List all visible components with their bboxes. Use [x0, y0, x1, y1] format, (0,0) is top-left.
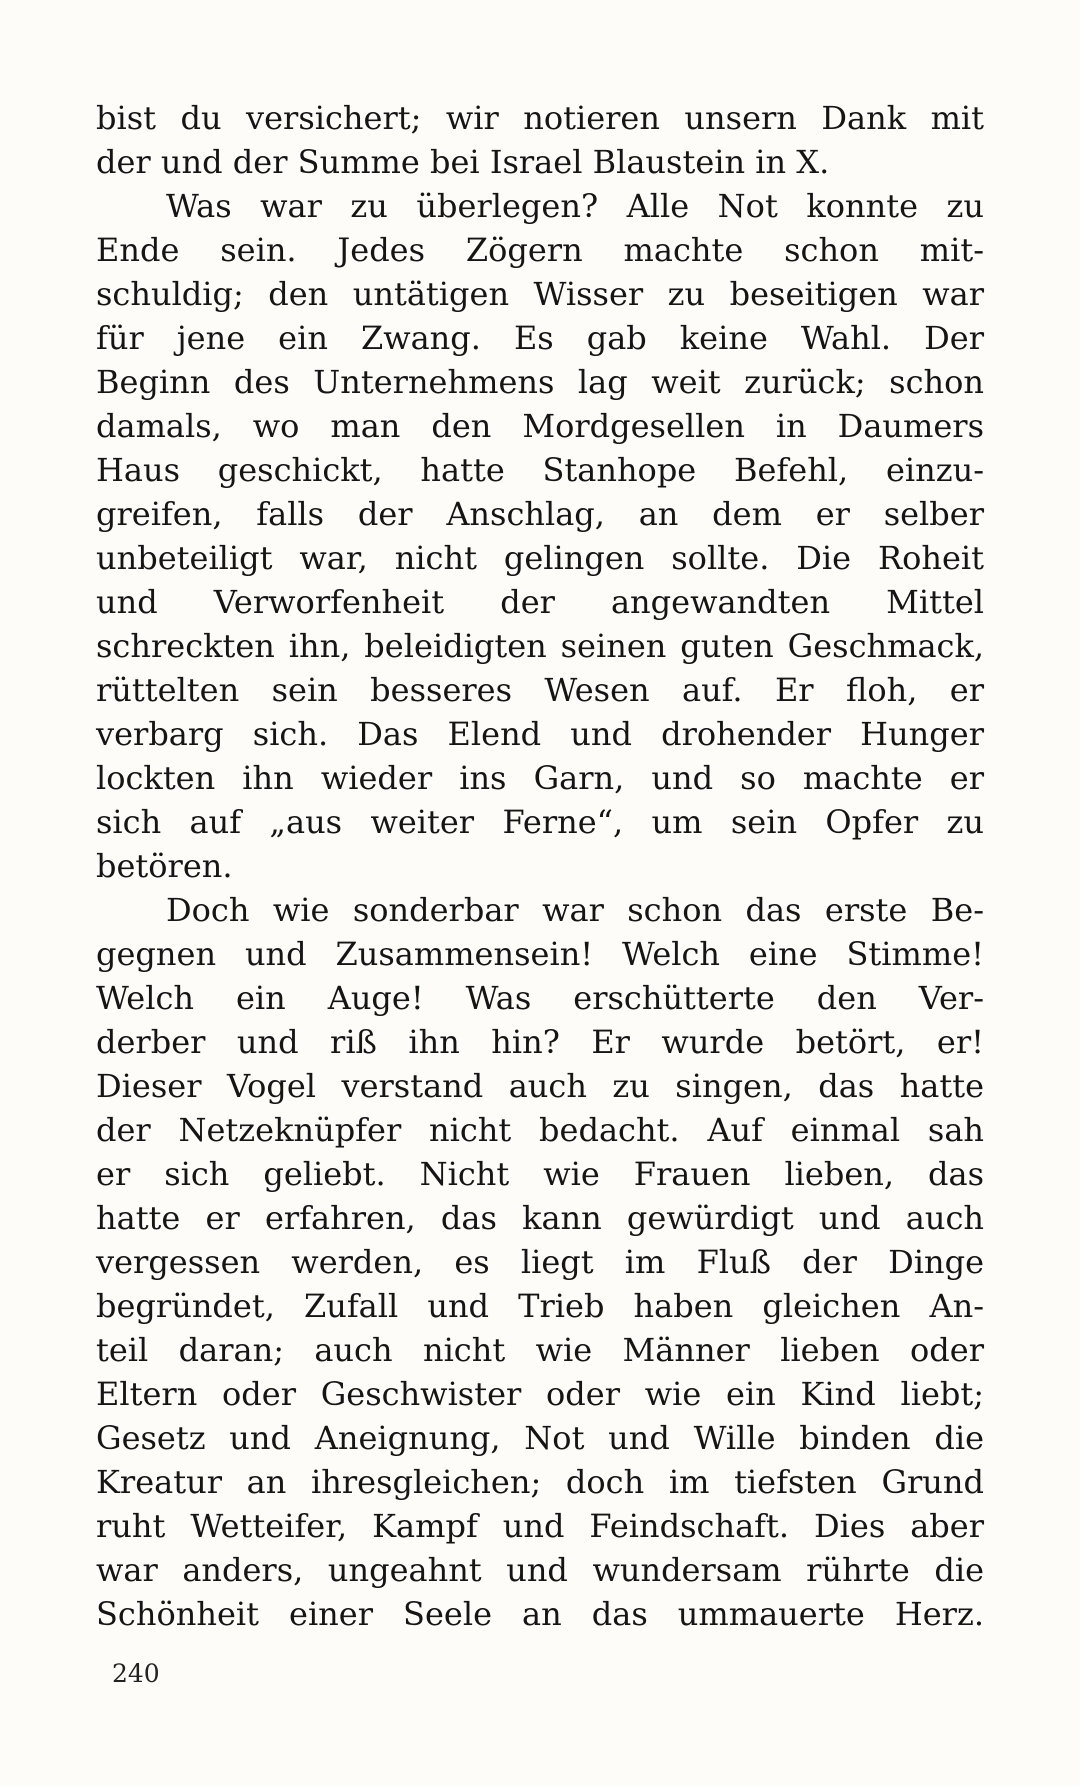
text-line: war anders, ungeahnt und wundersam rührte die: [96, 1551, 984, 1589]
text-line: damals, wo man den Mordgesellen in Daumers: [96, 407, 984, 445]
text-line: schuldig; den untätigen Wisser zu beseitigen war: [96, 275, 984, 313]
text-line: Schönheit einer Seele an das ummauerte Herz.: [96, 1595, 984, 1633]
text-line: vergessen werden, es liegt im Fluß der Dinge: [96, 1243, 984, 1281]
text-line: Dieser Vogel verstand auch zu singen, das hatte: [96, 1067, 984, 1105]
text-line: Doch wie sonderbar war schon das erste Be-: [166, 891, 984, 929]
text-line: derber und riß ihn hin? Er wurde betört, er!: [96, 1023, 984, 1061]
text-line: Gesetz und Aneignung, Not und Wille binden die: [96, 1419, 984, 1457]
text-line: sich auf „aus weiter Ferne“, um sein Opfer zu: [96, 803, 984, 841]
text-line: greifen, falls der Anschlag, an dem er selber: [96, 495, 984, 533]
text-line: Kreatur an ihresgleichen; doch im tiefsten Grund: [96, 1463, 984, 1501]
text-line: schreckten ihn, beleidigten seinen guten Geschmack,: [96, 627, 984, 665]
text-line: Welch ein Auge! Was erschütterte den Ver-: [96, 979, 984, 1017]
text-line: verbarg sich. Das Elend und drohender Hunger: [96, 715, 984, 753]
text-line: Eltern oder Geschwister oder wie ein Kind liebt;: [96, 1375, 984, 1413]
text-line: und Verworfenheit der angewandten Mittel: [96, 583, 984, 621]
text-line: ruht Wetteifer, Kampf und Feindschaft. Dies aber: [96, 1507, 984, 1545]
page-number: 240: [112, 1659, 160, 1688]
text-line: Beginn des Unternehmens lag weit zurück; schon: [96, 363, 984, 401]
text-line: betören.: [96, 847, 233, 885]
text-line: Ende sein. Jedes Zögern machte schon mit-: [96, 231, 984, 269]
text-line: hatte er erfahren, das kann gewürdigt und auch: [96, 1199, 984, 1237]
text-line: teil daran; auch nicht wie Männer lieben oder: [96, 1331, 984, 1369]
text-line: für jene ein Zwang. Es gab keine Wahl. Der: [96, 319, 984, 357]
text-line: Was war zu überlegen? Alle Not konnte zu: [166, 187, 984, 225]
text-line: Haus geschickt, hatte Stanhope Befehl, einzu-: [96, 451, 984, 489]
text-line: der und der Summe bei Israel Blaustein in X.: [96, 143, 830, 181]
text-line: bist du versichert; wir notieren unsern Dank mit: [96, 99, 984, 137]
book-page: [96, 96, 984, 1696]
text-line: der Netzeknüpfer nicht bedacht. Auf einmal sah: [96, 1111, 984, 1149]
text-line: lockten ihn wieder ins Garn, und so machte er: [96, 759, 984, 797]
text-line: rüttelten sein besseres Wesen auf. Er floh, er: [96, 671, 984, 709]
text-line: unbeteiligt war, nicht gelingen sollte. Die Roheit: [96, 539, 984, 577]
text-line: begründet, Zufall und Trieb haben gleichen An-: [96, 1287, 984, 1325]
text-line: er sich geliebt. Nicht wie Frauen lieben, das: [96, 1155, 984, 1193]
text-line: gegnen und Zusammensein! Welch eine Stimme!: [96, 935, 984, 973]
